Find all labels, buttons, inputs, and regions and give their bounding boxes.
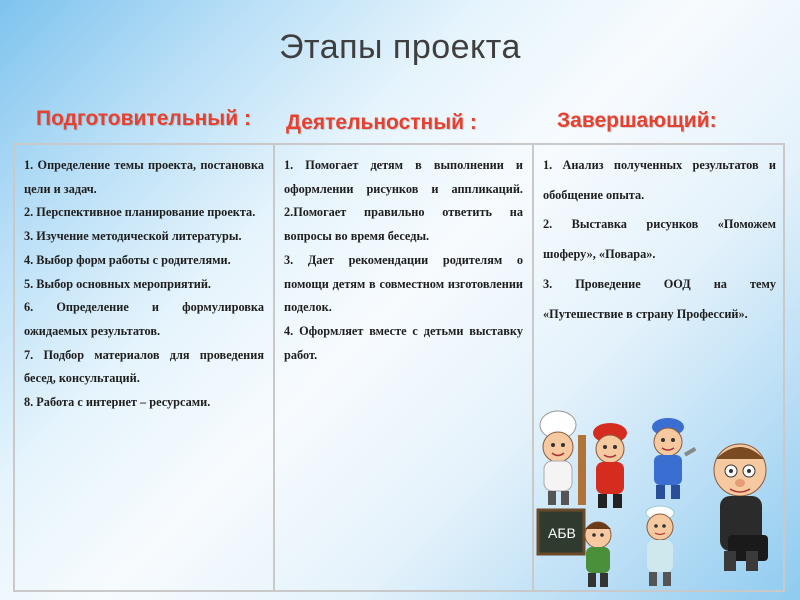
phase-final-heading: Завершающий: xyxy=(557,109,717,132)
preparatory-column xyxy=(15,145,273,590)
teacher-kid-icon xyxy=(538,510,611,587)
phase-preparatory-heading: Подготовительный : xyxy=(36,107,251,130)
firefighter-kid-icon xyxy=(578,423,627,508)
list-item: 8. Работа с интернет – ресурсами. xyxy=(24,395,211,410)
list-item: 3. Дает рекомендации родителям о помощи детям в совместном изготовлении поделок. xyxy=(284,252,523,315)
list-item: 5. Выбор основных мероприятий. xyxy=(24,276,211,291)
list-item: 2. Перспективное планирование проекта. xyxy=(24,205,256,220)
page-title: Этапы проекта xyxy=(279,28,521,66)
list-item: 6. Определение и формулировка ожидаемых результатов. xyxy=(24,300,264,338)
list-item: 2. Выставка рисунков «Поможем шоферу», «Повара». xyxy=(543,217,776,262)
list-item: 4. Оформляет вместе с детьми выставку работ. xyxy=(284,323,523,362)
list-item: 1. Помогает детям в выполнении и оформлении рисунков и аппликаций. 2.Помогает правильно ответить на вопросы во время беседы. xyxy=(284,158,523,244)
chef-kid-icon xyxy=(540,411,576,505)
list-item: 7. Подбор материалов для проведения бесед, консультаций. xyxy=(24,347,264,386)
board-text: АБВ xyxy=(548,525,576,541)
nurse-kid-icon xyxy=(646,506,674,586)
mechanic-kid-icon xyxy=(652,418,696,499)
children-professions-illustration xyxy=(528,395,788,595)
phase-activity-heading: Деятельностный : xyxy=(286,111,477,134)
list-item: 3. Изучение методической литературы. xyxy=(24,229,242,244)
list-item: 3. Проведение ООД на тему «Путешествие в страну Профессий». xyxy=(543,276,776,321)
list-item: 1. Определение темы проекта, постановка цели и задач. xyxy=(24,158,264,196)
list-item: 1. Анализ полученных результатов и обобщение опыта. xyxy=(543,158,776,202)
activity-column xyxy=(273,145,532,590)
list-item: 4. Выбор форм работы с родителями. xyxy=(24,252,231,267)
doctor-kid-icon xyxy=(714,444,768,571)
